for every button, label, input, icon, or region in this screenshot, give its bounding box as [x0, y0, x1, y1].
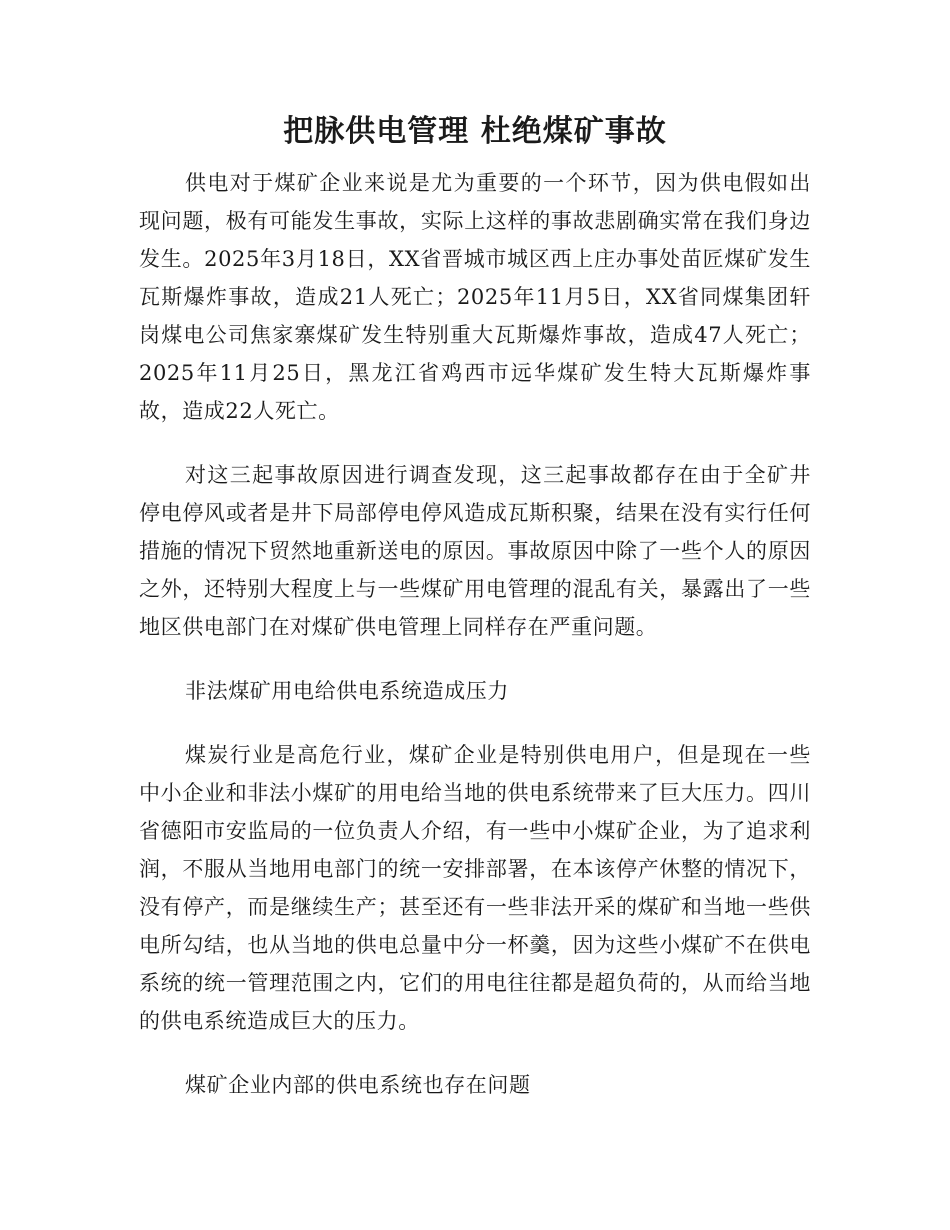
section-heading-internal-supply: 煤矿企业内部的供电系统也存在问题	[185, 1073, 531, 1097]
paragraph-accidents-intro: 供电对于煤矿企业来说是尤为重要的一个环节，因为供电假如出现问题，极有可能发生事故，实际上这样的事故悲剧确实常在我们身边发生。2025年3月18日，XX省晋城市城区西上庄办事处苗匠煤矿发生瓦斯爆炸事故，造成21人死亡；2025年11月5日，XX省同煤集团轩岗煤电公司焦家寨煤矿发生特别重大瓦斯爆炸事故，造成47人死亡；2025年11月25日，黑龙江省鸡西市远华煤矿发生特大瓦斯爆炸事故，造成22人死亡。	[139, 171, 811, 423]
paragraph-investigation: 对这三起事故原因进行调查发现，这三起事故都存在由于全矿井停电停风或者是井下局部停电停风造成瓦斯积聚，结果在没有实行任何措施的情况下贸然地重新送电的原因。事故原因中除了一些个人的原因之外，还特别大程度上与一些煤矿用电管理的混乱有关，暴露出了一些地区供电部门在对煤矿供电管理上同样存在严重问题。	[139, 463, 811, 639]
paragraph-illegal-mines: 煤炭行业是高危行业，煤矿企业是特别供电用户，但是现在一些中小企业和非法小煤矿的用电给当地的供电系统带来了巨大压力。四川省德阳市安监局的一位负责人介绍，有一些中小煤矿企业，为了追求利润，不服从当地用电部门的统一安排部署，在本该停产休整的情况下，没有停产，而是继续生产；甚至还有一些非法开采的煤矿和当地一些供电所勾结，也从当地的供电总量中分一杯羹，因为这些小煤矿不在供电系统的统一管理范围之内，它们的用电往往都是超负荷的，从而给当地的供电系统造成巨大的压力。	[139, 743, 811, 1033]
section-heading-illegal-mines: 非法煤矿用电给供电系统造成压力	[185, 679, 509, 703]
document-title: 把脉供电管理 杜绝煤矿事故	[283, 114, 667, 149]
document-body	[139, 164, 811, 1130]
